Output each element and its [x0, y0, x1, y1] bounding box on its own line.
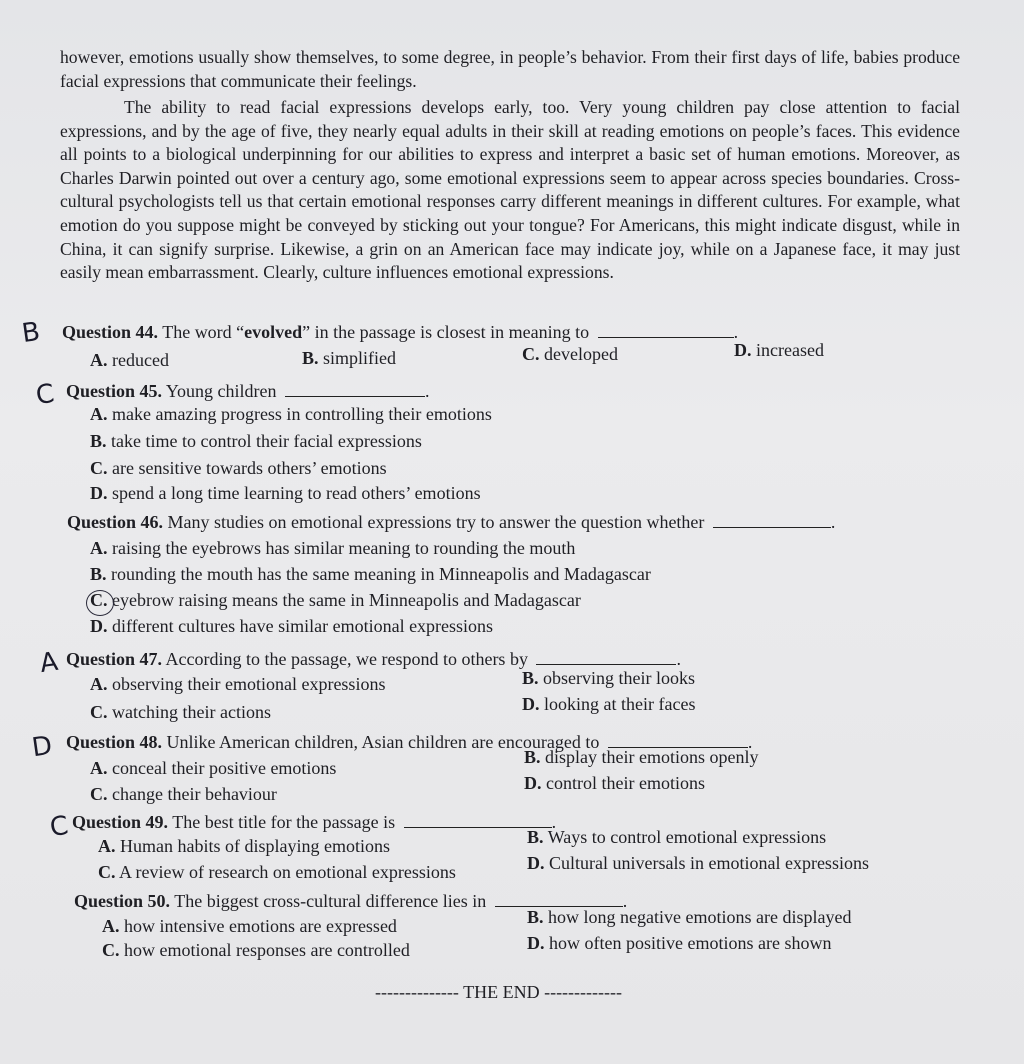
option-letter: C.: [90, 590, 108, 610]
question-label: Question 46.: [67, 512, 164, 532]
question-label: Question 47.: [66, 649, 163, 669]
option-letter: D.: [522, 694, 540, 714]
option-letter: B.: [527, 907, 544, 927]
answer-blank: [598, 323, 734, 338]
option-c: C. eyebrow raising means the same in Minneapolis and Madagascar: [90, 590, 581, 610]
option-letter: B.: [90, 431, 107, 451]
option-a: A. observing their emotional expressions: [90, 674, 386, 694]
answer-blank: [536, 650, 676, 665]
option-b: B. Ways to control emotional expressions: [527, 827, 827, 847]
handwritten-answer-mark: C: [34, 378, 57, 412]
option-letter: A.: [90, 674, 108, 694]
option-d: D. looking at their faces: [522, 694, 696, 714]
question-46: Question 46. Many studies on emotional expressions try to answer the question whether .: [67, 512, 836, 532]
option-a: A. raising the eyebrows has similar meaning to rounding the mouth: [90, 538, 576, 558]
option-b: B. observing their looks: [522, 668, 695, 688]
question-45: Question 45. Young children .: [66, 381, 430, 401]
option-letter: D.: [90, 483, 108, 503]
option-letter: B.: [522, 668, 539, 688]
option-c: C. change their behaviour: [90, 784, 277, 804]
option-a: A. reduced: [90, 350, 169, 370]
option-letter: B.: [302, 348, 319, 368]
passage-paragraph-1: however, emotions usually show themselves, to some degree, in people’s behavior. From their first days of life, babies produce facial expressions that communicate their feelings.: [60, 47, 960, 91]
handwritten-answer-mark: B: [19, 316, 42, 350]
handwritten-answer-mark: D: [30, 730, 55, 764]
option-letter: D.: [734, 340, 752, 360]
answer-blank: [608, 733, 748, 748]
option-d: D. Cultural universals in emotional expressions: [527, 853, 869, 873]
question-stem: The best title for the passage is: [172, 812, 396, 832]
option-letter: A.: [90, 404, 108, 424]
question-stem: The biggest cross-cultural difference lies in: [174, 891, 487, 911]
question-stem: Unlike American children, Asian children are encouraged to: [166, 732, 600, 752]
question-stem: ” in the passage is closest in meaning to: [302, 322, 590, 342]
option-letter: D.: [524, 773, 542, 793]
option-letter: C.: [90, 702, 108, 722]
answer-blank: [495, 892, 623, 907]
option-d: D. increased: [734, 340, 824, 360]
option-letter: A.: [102, 916, 120, 936]
question-47: Question 47. According to the passage, we respond to others by .: [66, 649, 681, 669]
option-b: B. display their emotions openly: [524, 747, 759, 767]
question-stem: The word “: [162, 322, 245, 342]
option-letter: D.: [527, 853, 545, 873]
option-b: B. how long negative emotions are displayed: [527, 907, 852, 927]
option-a: A. Human habits of displaying emotions: [98, 836, 390, 856]
option-letter: D.: [527, 933, 545, 953]
option-d: D. how often positive emotions are shown: [527, 933, 832, 953]
question-label: Question 45.: [66, 381, 163, 401]
question-stem: According to the passage, we respond to others by: [165, 649, 528, 669]
option-letter: B.: [90, 564, 107, 584]
option-letter: A.: [98, 836, 116, 856]
the-end-footer: -------------- THE END -------------: [375, 982, 622, 1002]
handwritten-circle-mark: [86, 590, 114, 616]
question-label: Question 44.: [62, 322, 159, 342]
answer-blank: [404, 813, 552, 828]
option-letter: C.: [98, 862, 116, 882]
option-letter: C.: [90, 458, 108, 478]
option-a: A. how intensive emotions are expressed: [102, 916, 397, 936]
option-b: B. simplified: [302, 348, 397, 368]
handwritten-answer-mark: C: [48, 810, 71, 844]
option-letter: D.: [90, 616, 108, 636]
question-label: Question 50.: [74, 891, 171, 911]
question-stem: Young children: [165, 381, 277, 401]
option-c: C. how emotional responses are controlled: [102, 940, 410, 960]
question-49: Question 49. The best title for the passage is .: [72, 812, 557, 832]
question-label: Question 48.: [66, 732, 163, 752]
option-a: A. make amazing progress in controlling their emotions: [90, 404, 492, 424]
option-letter: A.: [90, 350, 108, 370]
question-label: Question 49.: [72, 812, 169, 832]
option-letter: C.: [90, 784, 108, 804]
option-letter: C.: [522, 344, 540, 364]
option-letter: A.: [90, 538, 108, 558]
option-c: C. watching their actions: [90, 702, 271, 722]
question-stem-keyword: evolved: [244, 322, 303, 342]
option-letter: B.: [524, 747, 541, 767]
question-44: Question 44. The word “evolved” in the passage is closest in meaning to .: [62, 322, 739, 342]
option-d: D. spend a long time learning to read others’ emotions: [90, 483, 481, 503]
option-b: B. take time to control their facial expressions: [90, 431, 422, 451]
option-letter: A.: [90, 758, 108, 778]
question-stem: Many studies on emotional expressions try to answer the question whether: [167, 512, 705, 532]
answer-blank: [713, 513, 831, 528]
option-d: D. control their emotions: [524, 773, 705, 793]
option-letter: B.: [527, 827, 544, 847]
option-letter: C.: [102, 940, 120, 960]
option-d: D. different cultures have similar emotional expressions: [90, 616, 494, 636]
option-c: C. are sensitive towards others’ emotions: [90, 458, 387, 478]
question-50: Question 50. The biggest cross-cultural difference lies in .: [74, 891, 628, 911]
question-48: Question 48. Unlike American children, Asian children are encouraged to .: [66, 732, 753, 752]
passage-paragraph-2: The ability to read facial expressions develops early, too. Very young children pay close attention to facial expressions, and by the age of five, they nearly equal adults in their skill at reading emotions on people’s faces. This evidence all points to a biological underpinning for our abilities to express and interpret a basic set of human emotions. Moreover, as Charles Darwin pointed out over a century ago, some emotional expressions seem to appear across species boundaries. Cross-cultural psychologists tell us that certain emotional responses carry different meanings in different cultures. For example, what emotion do you suppose might be conveyed by sticking out your tongue? For Americans, this might indicate disgust, while in China, it can signify surprise. Likewise, a grin on an American face may indicate joy, while on a Japanese face, it may just easily mean embarrassment. Clearly, culture influences emotional expressions.: [60, 97, 960, 283]
option-a: A. conceal their positive emotions: [90, 758, 337, 778]
option-c: C. A review of research on emotional expressions: [98, 862, 456, 882]
option-b: B. rounding the mouth has the same meaning in Minneapolis and Madagascar: [90, 564, 651, 584]
option-c: C. developed: [522, 344, 618, 364]
handwritten-answer-mark: A: [37, 646, 60, 680]
answer-blank: [285, 382, 425, 397]
